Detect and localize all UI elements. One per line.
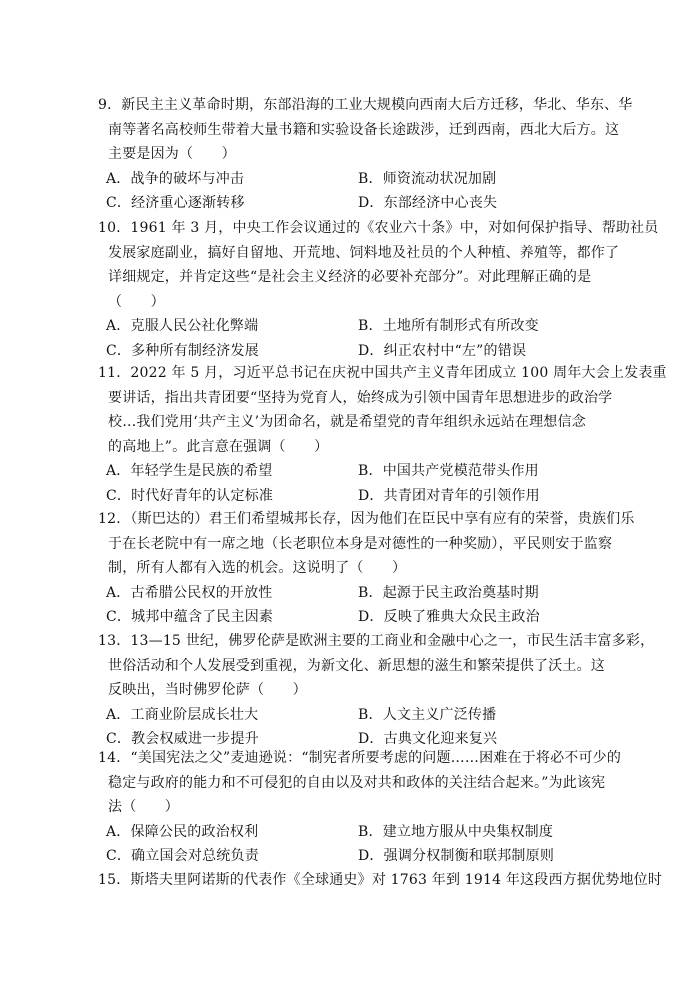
question-12-line-3: 制，所有人都有入选的机会。这说明了（ ） [108, 560, 407, 576]
question-10-line-1: 10．1961 年 3 月，中央工作会议通过的《农业六十条》中，对如何保护指导、帮助社员 [98, 220, 659, 236]
question-11-option-c: C．时代好青年的认定标准 [106, 487, 274, 504]
question-11-line-4: 的高地上”。此言意在强调（ ） [108, 438, 329, 455]
question-12-option-c: C．城邦中蕴含了民主因素 [106, 609, 274, 625]
question-13-options-row-1 [98, 703, 580, 728]
question-11-options-row-2 [98, 484, 580, 509]
question-9-option-a: A．战争的破坏与冲击 [106, 170, 245, 187]
question-13-option-c: C．教会权威进一步提升 [106, 731, 259, 747]
question-15 [98, 868, 663, 893]
question-13 [98, 629, 655, 752]
question-14-options-row-1 [98, 820, 580, 845]
question-13-line-3: 反映出，当时佛罗伦萨（ ） [108, 682, 307, 698]
question-12-line-2: 于在长老院中有一席之地（长老职位本身是对德性的一种奖励），平民则安于监察 [108, 535, 613, 552]
question-14-line-1: 14．“美国宪法之父”麦迪逊说：“制宪者所要考虑的问题……困难在于将必不可少的 [98, 750, 622, 766]
question-11-option-b: B．中国共产党模范带头作用 [358, 463, 539, 479]
question-14-options-row-2 [98, 844, 580, 869]
question-10-options-row-2 [98, 339, 580, 364]
question-13-option-b: B．人文主义广泛传播 [358, 706, 497, 723]
question-9-line-2: 南等著名高校师生带着大量书籍和实验设备长途跋涉，迁到西南，西北大后方。这 [108, 121, 620, 138]
question-9-option-b: B．师资流动状况加剧 [358, 170, 497, 187]
question-9-options-row-2 [98, 191, 580, 216]
question-15-line-1: 15．斯塔夫里阿诺斯的代表作《全球通史》对 1763 年到 1914 年这段西方据优势地位时 [98, 872, 663, 888]
question-13-line-1: 13．13—15 世纪，佛罗伦萨是欧洲主要的工商业和金融中心之一，市民生活丰富多彩， [98, 633, 655, 649]
question-13-line-2: 世俗活动和个人发展受到重视，为新文化、新思想的滋生和繁荣提供了沃土。这 [108, 657, 605, 674]
question-10 [98, 216, 659, 363]
question-10-option-b: B．土地所有制形式有所改变 [358, 318, 539, 334]
question-10-option-a: A．克服人民公社化弊端 [106, 318, 259, 334]
question-9-options-row-1 [98, 167, 580, 192]
question-10-line-2: 发展家庭副业，搞好自留地、开荒地、饲料地及社员的个人种植、养殖等，都作了 [108, 244, 620, 261]
question-11-options-row-1 [98, 459, 580, 484]
question-12-option-d: D．反映了雅典大众民主政治 [358, 609, 540, 625]
question-10-line-3: 详细规定，并肯定这些“是社会主义经济的必要补充部分”。对此理解正确的是 [108, 269, 592, 285]
question-14-line-2: 稳定与政府的能力和不可侵犯的自由以及对共和政体的关注结合起来。”为此该宪 [108, 774, 606, 791]
question-14-option-c: C．确立国会对总统负责 [106, 848, 259, 864]
question-12 [98, 507, 635, 630]
question-12-option-b: B．起源于民主政治奠基时期 [358, 584, 539, 601]
question-11-line-3: 校…我们党用‘共产主义’为团命名，就是希望党的青年组织永远站在理想信念 [108, 414, 586, 430]
question-11-line-2: 要讲话，指出共青团要“坚持为党育人，始终成为引领中国青年思想进步的政治学 [108, 389, 613, 406]
question-10-line-4: （ ） [108, 293, 165, 310]
question-12-options-row-2 [98, 605, 580, 630]
question-10-options-row-1 [98, 314, 580, 339]
question-14 [98, 746, 622, 869]
question-11-option-a: A．年轻学生是民族的希望 [106, 463, 273, 479]
question-12-line-1: 12．（斯巴达的）君王们希望城邦长存，因为他们在臣民中享有应有的荣誉，贵族们乐 [98, 511, 635, 527]
question-13-option-a: A．工商业阶层成长壮大 [106, 706, 259, 723]
question-10-option-d: D．纠正农村中“左”的错误 [358, 342, 527, 359]
question-9-option-c: C．经济重心逐渐转移 [106, 195, 245, 211]
question-9 [98, 93, 633, 216]
question-14-option-a: A．保障公民的政治权利 [106, 823, 259, 840]
question-9-option-d: D．东部经济中心丧失 [358, 195, 498, 211]
question-12-option-a: A．古希腊公民权的开放性 [106, 584, 273, 601]
question-14-option-d: D．强调分权制衡和联邦制原则 [358, 848, 555, 864]
question-14-line-3: 法（ ） [108, 799, 179, 815]
question-9-line-1: 9．新民主主义革命时期，东部沿海的工业大规模向西南大后方迁移，华北、华东、华 [98, 97, 633, 113]
question-10-option-c: C．多种所有制经济发展 [106, 342, 259, 359]
question-11-line-1: 11．2022 年 5 月，习近平总书记在庆祝中国共产主义青年团成立 100 周年大会上发表重 [98, 365, 667, 381]
question-9-line-3: 主要是因为（ ） [108, 146, 236, 162]
question-11-option-d: D．共青团对青年的引领作用 [358, 487, 540, 504]
question-13-option-d: D．古典文化迎来复兴 [358, 731, 498, 747]
question-12-options-row-1 [98, 581, 580, 606]
question-11 [98, 361, 667, 508]
question-14-option-b: B．建立地方服从中央集权制度 [358, 823, 554, 840]
